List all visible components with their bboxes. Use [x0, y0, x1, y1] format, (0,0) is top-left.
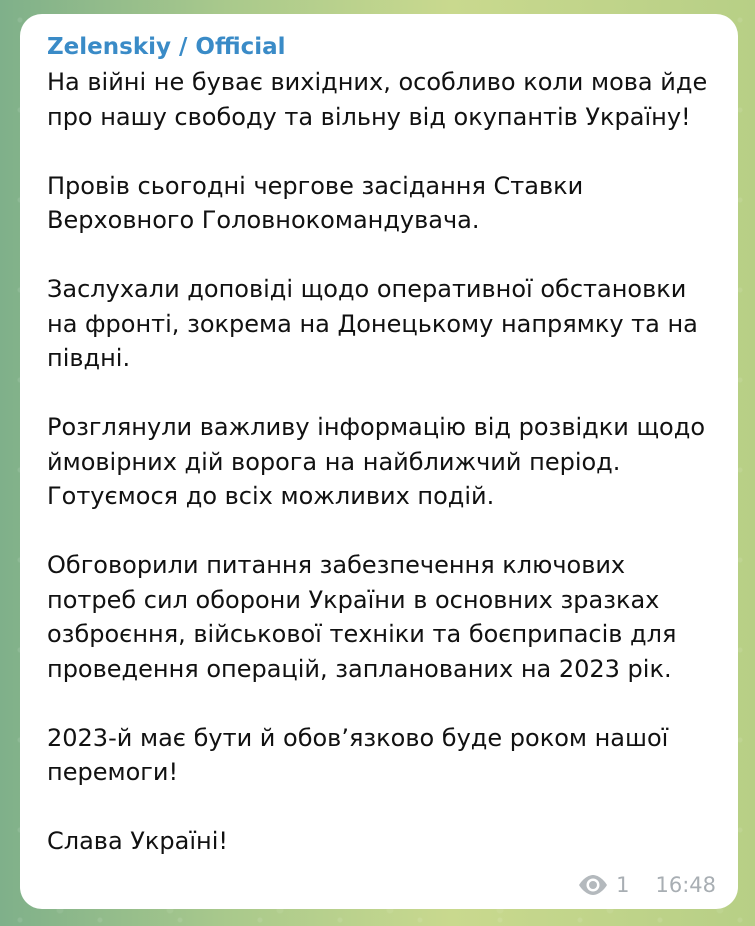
sender-name[interactable]: Zelenskiy / Official: [47, 34, 286, 60]
message-time: 16:48: [655, 873, 716, 897]
message-text: [47, 65, 710, 859]
message-paragraph: Слава Україні!: [47, 827, 228, 855]
message-paragraph: Обговорили питання забезпечення ключових потреб сил оборони України в основних зразках озброєння, військової техніки та боєприпасів для проведення операцій, запланованих на 2023 рік.: [47, 551, 677, 683]
message-paragraph: Провів сьогодні чергове засідання Ставки Верховного Головнокомандувача.: [47, 171, 584, 234]
view-count: 1: [616, 873, 630, 897]
message-tail: [28, 876, 48, 892]
message-paragraph: На війні не буває вихідних, особливо коли мова йде про нашу свободу та вільну від окупантів Україну!: [47, 68, 708, 131]
message-paragraph: Розглянули важливу інформацію від розвідки щодо ймовірних дій ворога на найближчий період. Готуємося до всіх можливих подій.: [47, 413, 706, 510]
message-meta: [578, 872, 716, 898]
message-bubble[interactable]: [20, 14, 738, 909]
message-paragraph: 2023-й має бути й обов’язково буде роком нашої перемоги!: [47, 723, 669, 786]
eye-icon: [578, 875, 608, 895]
message-paragraph: Заслухали доповіді щодо оперативної обстановки на фронті, зокрема на Донецькому напрямку та на півдні.: [47, 275, 698, 372]
